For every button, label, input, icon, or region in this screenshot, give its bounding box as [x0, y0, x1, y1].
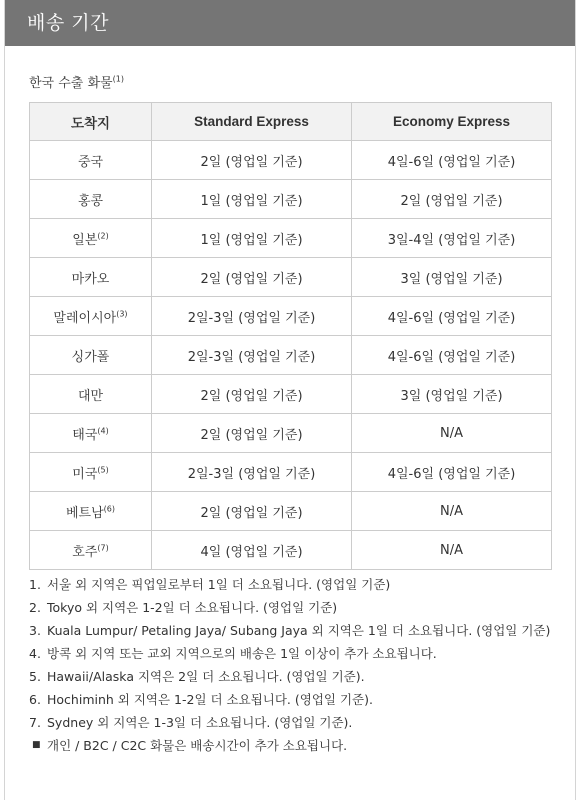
cell-standard: 1일 (영업일 기준)	[152, 180, 352, 219]
cell-economy: 4일-6일 (영업일 기준)	[352, 336, 552, 375]
table-row	[30, 375, 552, 414]
table-row	[30, 219, 552, 258]
footnote-item	[29, 576, 559, 593]
footnote-item	[29, 668, 559, 685]
footnote-text: Hochiminh 외 지역은 1-2일 더 소요됩니다. (영업일 기준).	[47, 692, 373, 707]
cell-standard: 2일-3일 (영업일 기준)	[152, 336, 352, 375]
table-row	[30, 141, 552, 180]
footnote-text: Tokyo 외 지역은 1-2일 더 소요됩니다. (영업일 기준)	[47, 600, 338, 615]
cell-economy: 3일 (영업일 기준)	[352, 258, 552, 297]
bullet-note-item	[29, 737, 559, 754]
bullet-note-text: 개인 / B2C / C2C 화물은 배송시간이 추가 소요됩니다.	[47, 738, 348, 753]
cell-economy: 3일-4일 (영업일 기준)	[352, 219, 552, 258]
footnote-text: Sydney 외 지역은 1-3일 더 소요됩니다. (영업일 기준).	[47, 715, 353, 730]
panel-title: 배송 기간	[27, 12, 109, 34]
footnote-text: Kuala Lumpur/ Petaling Jaya/ Subang Jaya 외 지역은 1일 더 소요됩니다. (영업일 기준)	[47, 623, 551, 638]
cell-standard: 2일-3일 (영업일 기준)	[152, 453, 352, 492]
footnote-item	[29, 714, 559, 731]
footnote-number: 4.	[29, 646, 41, 661]
cell-standard: 2일 (영업일 기준)	[152, 414, 352, 453]
cell-economy: 4일-6일 (영업일 기준)	[352, 141, 552, 180]
cell-destination: 싱가폴	[30, 336, 152, 375]
cell-destination: 일본$^{(2)}$	[30, 219, 152, 258]
footnote-number: 5.	[29, 669, 41, 684]
cell-standard: 2일 (영업일 기준)	[152, 492, 352, 531]
cell-economy: 4일-6일 (영업일 기준)	[352, 297, 552, 336]
delivery-time-table	[29, 102, 552, 570]
header-economy-express: Economy Express	[352, 103, 552, 141]
cell-standard: 2일 (영업일 기준)	[152, 375, 352, 414]
footnote-text: 서울 외 지역은 픽업일로부터 1일 더 소요됩니다. (영업일 기준)	[47, 577, 391, 592]
table-row	[30, 531, 552, 570]
footnote-number: 2.	[29, 600, 41, 615]
table-header-row	[30, 103, 552, 141]
table-row	[30, 414, 552, 453]
cell-economy: N/A	[352, 531, 552, 570]
cell-economy: N/A	[352, 492, 552, 531]
footnote-number: 7.	[29, 715, 41, 730]
cell-standard: 2일 (영업일 기준)	[152, 258, 352, 297]
cell-destination: 중국	[30, 141, 152, 180]
shipping-period-panel	[4, 0, 576, 800]
panel-header	[5, 0, 575, 46]
table-caption	[29, 74, 575, 94]
cell-standard: 1일 (영업일 기준)	[152, 219, 352, 258]
footnote-item	[29, 645, 559, 662]
header-destination: 도착지	[30, 103, 152, 141]
cell-economy: 3일 (영업일 기준)	[352, 375, 552, 414]
cell-economy: 4일-6일 (영업일 기준)	[352, 453, 552, 492]
caption-footnote-ref: (1)	[112, 74, 124, 84]
table-row	[30, 180, 552, 219]
cell-destination: 마카오	[30, 258, 152, 297]
cell-standard: 2일 (영업일 기준)	[152, 141, 352, 180]
footnote-text: 방콕 외 지역 또는 교외 지역으로의 배송은 1일 이상이 추가 소요됩니다.	[47, 646, 437, 661]
footnote-number: 3.	[29, 623, 41, 638]
cell-destination: 홍콩	[30, 180, 152, 219]
footnote-item	[29, 691, 559, 708]
table-row	[30, 336, 552, 375]
cell-destination: 베트남$^{(6)}$	[30, 492, 152, 531]
caption-text: 한국 수출 화물	[29, 76, 113, 91]
table-row	[30, 492, 552, 531]
footnote-number: 6.	[29, 692, 41, 707]
cell-destination: 태국$^{(4)}$	[30, 414, 152, 453]
cell-economy: 2일 (영업일 기준)	[352, 180, 552, 219]
square-bullet-icon: ■	[32, 740, 41, 750]
table-row	[30, 258, 552, 297]
cell-destination: 호주$^{(7)}$	[30, 531, 152, 570]
footnote-number: 1.	[29, 577, 41, 592]
footnote-item	[29, 599, 559, 616]
cell-standard: 4일 (영업일 기준)	[152, 531, 352, 570]
cell-standard: 2일-3일 (영업일 기준)	[152, 297, 352, 336]
cell-destination: 대만	[30, 375, 152, 414]
cell-destination: 말레이시아$^{(3)}$	[30, 297, 152, 336]
footnote-text: Hawaii/Alaska 지역은 2일 더 소요됩니다. (영업일 기준).	[47, 669, 365, 684]
cell-destination: 미국$^{(5)}$	[30, 453, 152, 492]
header-standard-express: Standard Express	[152, 103, 352, 141]
footnotes-list	[29, 576, 559, 754]
footnote-item	[29, 622, 559, 639]
cell-economy: N/A	[352, 414, 552, 453]
table-row	[30, 297, 552, 336]
table-row	[30, 453, 552, 492]
